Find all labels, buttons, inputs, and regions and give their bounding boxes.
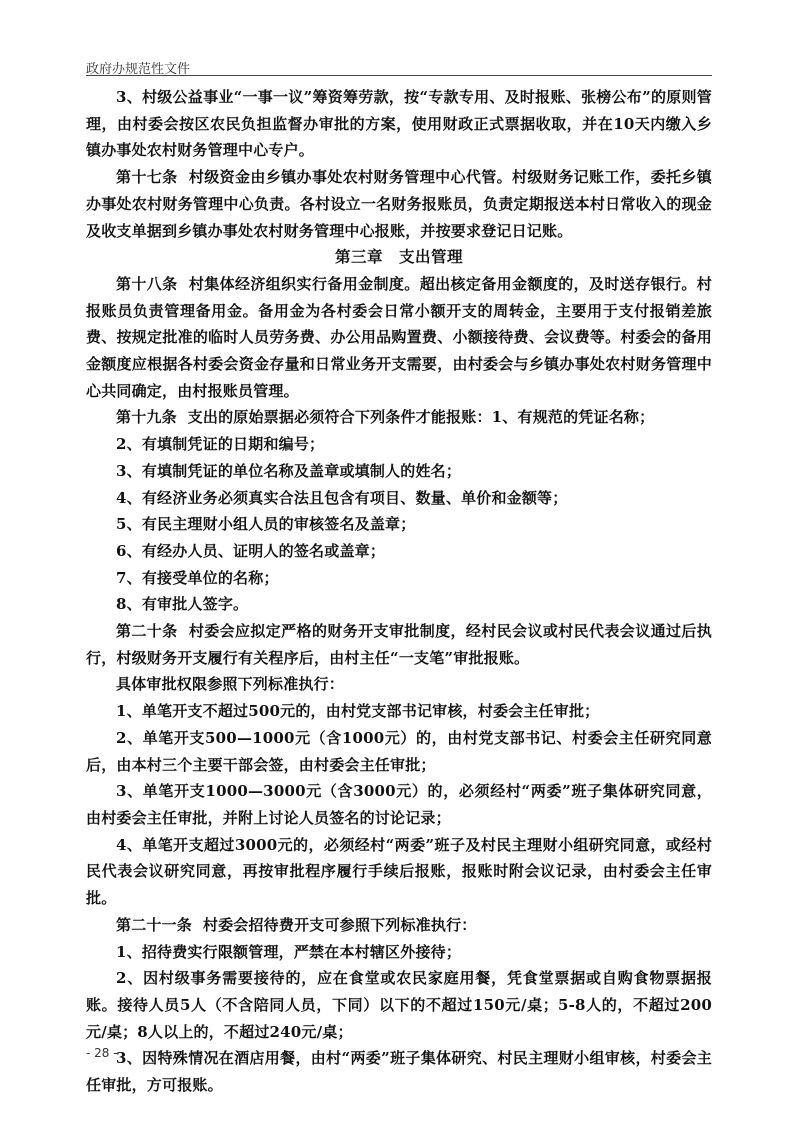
body-paragraph: [86, 431, 712, 458]
body-paragraph: [86, 565, 712, 592]
article-spacer: [178, 275, 189, 293]
body-paragraph: [86, 698, 712, 725]
paragraph-text: 6、有经办人员、证明人的签名或盖章；: [116, 541, 386, 560]
article-number: 第十九条: [116, 408, 177, 427]
article-number: 第十八条: [116, 274, 178, 293]
article-number: 第十七条: [116, 168, 178, 187]
article-spacer: [178, 622, 189, 640]
paragraph-text: 4、有经济业务必须真实合法且包含有项目、数量、单价和金额等；: [116, 488, 568, 507]
page-number: - 28 -: [86, 1046, 118, 1060]
paragraph-text: 5、有民主理财小组人员的审核签名及盖章；: [116, 515, 416, 534]
paragraph-text: 7、有接受单位的名称；: [116, 568, 279, 587]
paragraph-text: 1、招待费实行限额管理，严禁在本村辖区外接待；: [116, 942, 462, 961]
paragraph-text: 村委会招待费开支可参照下列标准执行：: [202, 915, 477, 934]
paragraph-text: 1、单笔开支不超过500元的，由村党支部书记审核，村委会主任审批；: [116, 702, 600, 721]
article-paragraph: [86, 618, 712, 671]
paragraph-text: 3、有填制凭证的单位名称及盖章或填制人的姓名；: [116, 461, 462, 480]
body-paragraph: [86, 458, 712, 485]
article-spacer: [192, 916, 203, 934]
article-paragraph: [86, 164, 712, 244]
body-paragraph: [86, 485, 712, 512]
body-paragraph: [86, 591, 712, 618]
paragraph-text: 8、有审批人签字。: [116, 595, 249, 614]
article-paragraph: [86, 912, 712, 939]
body-paragraph: [86, 538, 712, 565]
paragraph-text: 2、因村级事务需要接待的，应在食堂或农民家庭用餐，凭食堂票据或自购食物票据报账。接待人员5人（不含陪同人员，下同）以下的不超过150元/桌；5-8人的，不超过200元/桌；8人以上的，不超过240元/桌；: [86, 969, 712, 1041]
body-paragraph: [86, 965, 712, 1045]
paragraph-text: 2、有填制凭证的日期和编号；: [116, 435, 325, 454]
paragraph-text: 3、因特殊情况在酒店用餐，由村“两委”班子集体研究、村民主理财小组审核，村委会主任审批，方可报账。: [86, 1049, 712, 1095]
header-divider: [86, 75, 712, 76]
article-spacer: [177, 408, 188, 426]
document-body: [86, 84, 712, 1099]
body-paragraph: [86, 1045, 712, 1098]
body-paragraph: [86, 671, 712, 698]
paragraph-text: 具体审批权限参照下列标准执行：: [116, 675, 345, 694]
document-header: 政府办规范性文件: [86, 62, 191, 77]
body-paragraph: [86, 939, 712, 966]
chapter-heading: 第三章 支出管理: [334, 247, 463, 267]
article-paragraph: [86, 404, 712, 431]
paragraph-text: 2、单笔开支500—1000元（含1000元）的，由村党支部书记、村委会主任研究同意后，由本村三个主要干部会签，由村委会主任审批；: [86, 728, 712, 774]
paragraph-text: 3、村级公益事业“一事一议”筹资筹劳款，按“专款专用、及时报账、张榜公布”的原则管理，由村委会按区农民负担监督办审批的方案，使用财政正式票据收取，并在10天内缴入乡镇办事处农村财务管理中心专户。: [86, 88, 712, 160]
body-paragraph: [86, 832, 712, 912]
body-paragraph: [86, 725, 712, 778]
paragraph-text: 村级资金由乡镇办事处农村财务管理中心代管。村级财务记账工作，委托乡镇办事处农村财务管理中心负责。各村设立一名财务报账员，负责定期报送本村日常收入的现金及收支单据到乡镇办事处农村财务管理中心报账，并按要求登记日记账。: [86, 168, 712, 240]
article-paragraph: [86, 271, 712, 405]
article-spacer: [178, 168, 189, 186]
article-number: 第二十一条: [116, 915, 193, 934]
body-paragraph: [86, 511, 712, 538]
paragraph-text: 3、单笔开支1000—3000元（含3000元）的，必须经村“两委”班子集体研究同意，由村委会主任审批，并附上讨论人员签名的讨论记录；: [86, 782, 712, 827]
article-number: 第二十条: [116, 622, 178, 641]
paragraph-text: 村集体经济组织实行备用金制度。超出核定备用金额度的，及时送存银行。村报账员负责管理备用金。备用金为各村委会日常小额开支的周转金，主要用于支付报销差旅费、按规定批准的临时人员劳务费、办公用品购置费、小额接待费、会议费等。村委会的备用金额度应根据各村委会资金存量和日常业务开支需要，由村委会与乡镇办事处农村财务管理中心共同确定，由村报账员管理。: [86, 274, 712, 400]
paragraph-text: 村委会应拟定严格的财务开支审批制度，经村民会议或村民代表会议通过后执行，村级财务开支履行有关程序后，由村主任“一支笔”审批报账。: [86, 622, 712, 667]
body-paragraph: [86, 778, 712, 831]
body-paragraph: [86, 84, 712, 164]
paragraph-text: 4、单笔开支超过3000元的，必须经村“两委”班子及村民主理财小组研究同意，或经村民代表会议研究同意，再按审批程序履行手续后报账，报账时附会议记录，由村委会主任审批。: [86, 835, 712, 908]
paragraph-text: 支出的原始票据必须符合下列条件才能报账：1、有规范的凭证名称；: [187, 408, 655, 427]
